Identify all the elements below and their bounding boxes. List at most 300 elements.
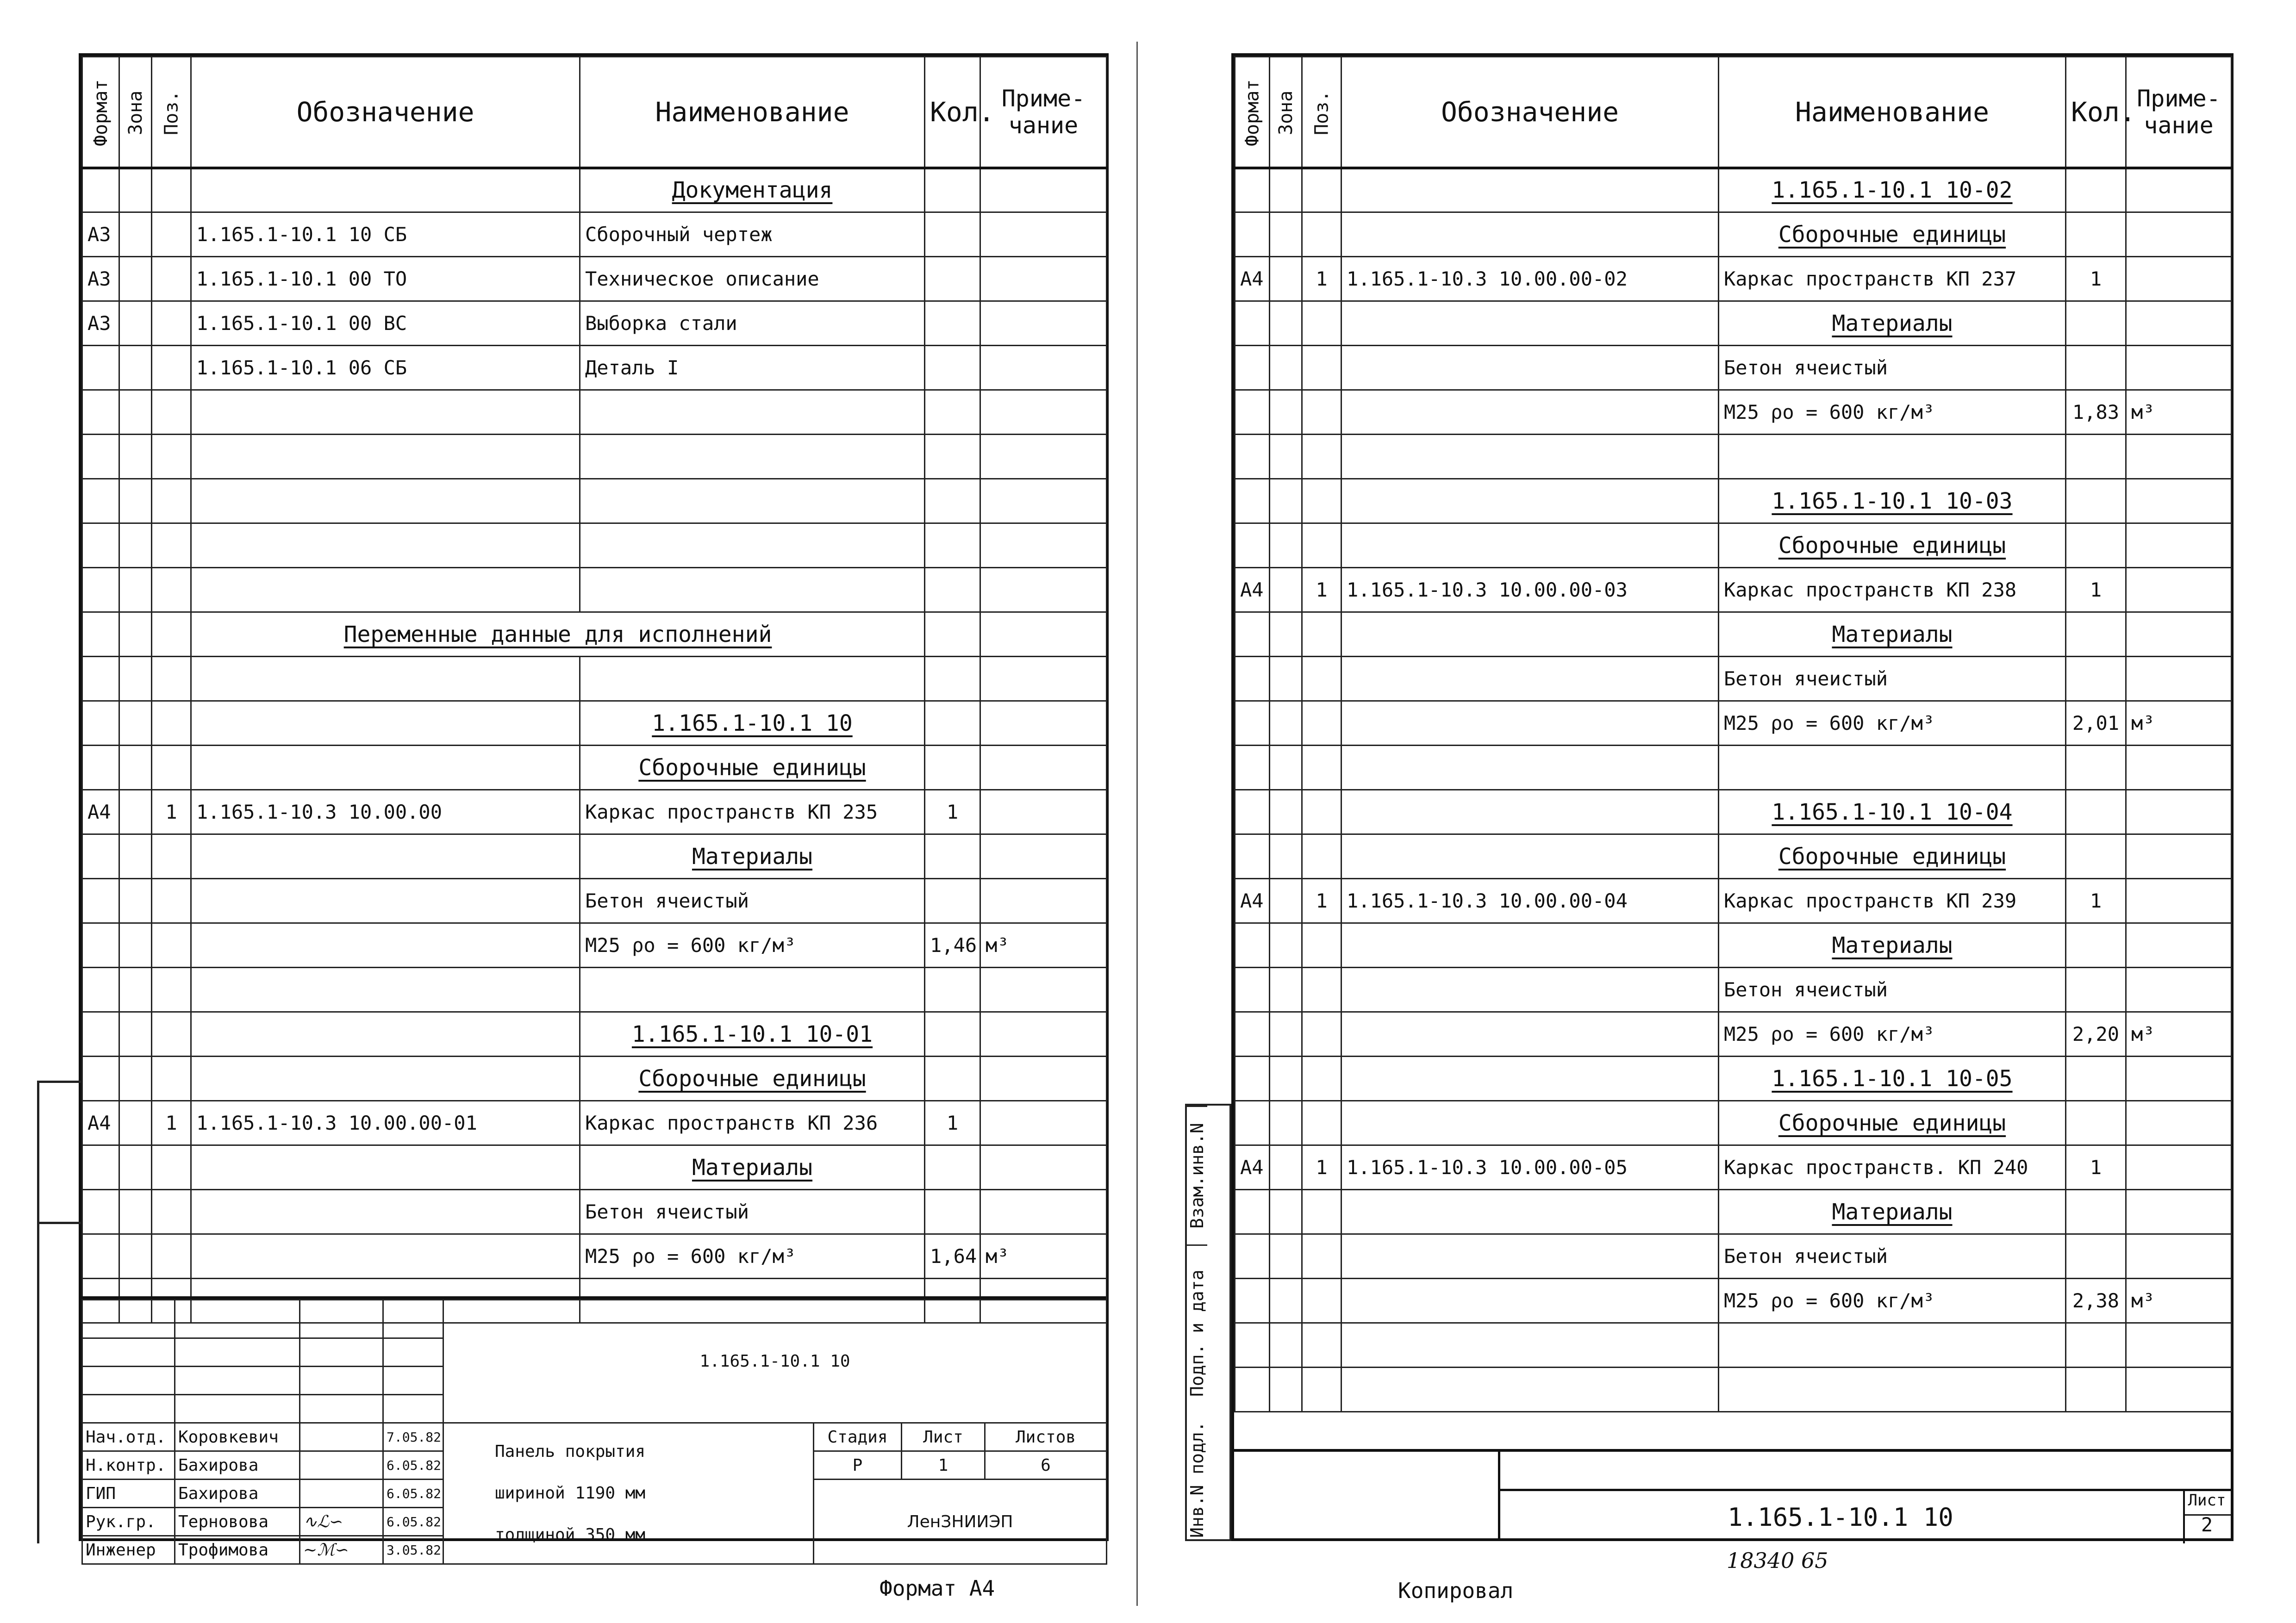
designation-cell bbox=[191, 523, 580, 568]
note-cell: м³ bbox=[2126, 1279, 2232, 1323]
section-heading: Сборочные единицы bbox=[1778, 843, 2006, 870]
name-cell bbox=[580, 435, 925, 479]
name-cell: Бетон ячеистый bbox=[1719, 968, 2066, 1012]
name-cell: М25 ρо = 600 кг/м³ bbox=[1719, 1012, 2066, 1057]
note-cell bbox=[2126, 1057, 2232, 1101]
qty-cell bbox=[2066, 790, 2126, 834]
zone-cell bbox=[1270, 879, 1302, 923]
note-cell bbox=[2126, 1323, 2232, 1368]
name-cell: Выборка стали bbox=[580, 301, 925, 346]
table-row bbox=[82, 1234, 1107, 1279]
table-row bbox=[1235, 1279, 2232, 1323]
pos-cell: 1 bbox=[1302, 568, 1341, 612]
signer-date: 6.05.82 bbox=[383, 1508, 443, 1536]
format-cell: А4 bbox=[82, 790, 119, 834]
signer-name: Коровкевич bbox=[175, 1423, 300, 1451]
note-cell bbox=[2126, 790, 2232, 834]
section-heading: 1.165.1-10.1 10-03 bbox=[1772, 488, 2013, 514]
zone-cell bbox=[119, 568, 152, 612]
qty-cell bbox=[2066, 923, 2126, 968]
table-row bbox=[82, 257, 1107, 301]
format-cell bbox=[1235, 301, 1270, 346]
table-row bbox=[1235, 1234, 2232, 1279]
name-cell: Каркас пространств КП 239 bbox=[1719, 879, 2066, 923]
name-cell bbox=[580, 1057, 925, 1101]
name-cell: Бетон ячеистый bbox=[1719, 1234, 2066, 1279]
pos-cell bbox=[1302, 212, 1341, 257]
pos-cell bbox=[152, 968, 191, 1012]
pos-cell bbox=[152, 257, 191, 301]
name-cell bbox=[1719, 212, 2066, 257]
signer-signature: ∼ℳ∽ bbox=[300, 1536, 383, 1564]
header-format: Формат bbox=[82, 57, 119, 168]
title-line-2: шириной 1190 мм bbox=[495, 1484, 646, 1503]
qty-cell bbox=[2066, 1368, 2126, 1412]
format-cell bbox=[1235, 1234, 1270, 1279]
table-row bbox=[1235, 746, 2232, 790]
note-cell bbox=[2126, 1234, 2232, 1279]
note-cell bbox=[980, 1101, 1107, 1145]
pos-cell bbox=[152, 834, 191, 879]
designation-cell bbox=[191, 435, 580, 479]
zone-cell bbox=[119, 346, 152, 390]
name-cell bbox=[1719, 1368, 2066, 1412]
note-cell bbox=[980, 834, 1107, 879]
qty-cell bbox=[2066, 746, 2126, 790]
note-cell bbox=[980, 1012, 1107, 1057]
name-cell: Бетон ячеистый bbox=[580, 879, 925, 923]
note-cell: м³ bbox=[980, 923, 1107, 968]
table-row bbox=[1235, 346, 2232, 390]
qty-cell bbox=[2066, 1057, 2126, 1101]
note-cell bbox=[980, 612, 1107, 657]
qty-cell: 1 bbox=[2066, 1145, 2126, 1190]
stamp-document-code: 1.165.1-10.1 10 bbox=[1728, 1503, 1953, 1532]
pos-cell bbox=[1302, 346, 1341, 390]
table-row bbox=[82, 612, 1107, 657]
table-row bbox=[1235, 1190, 2232, 1234]
qty-cell bbox=[2066, 212, 2126, 257]
designation-cell bbox=[191, 1190, 580, 1234]
section-heading: Материалы bbox=[1832, 932, 1953, 958]
qty-cell bbox=[925, 834, 980, 879]
qty-cell: 1 bbox=[925, 1101, 980, 1145]
qty-cell bbox=[925, 568, 980, 612]
pos-cell bbox=[1302, 1279, 1341, 1323]
name-cell: Каркас пространств КП 235 bbox=[580, 790, 925, 834]
zone-cell bbox=[119, 390, 152, 435]
qty-cell bbox=[925, 479, 980, 523]
header-qty: Кол. bbox=[2066, 57, 2126, 168]
format-cell bbox=[82, 1012, 119, 1057]
table-row bbox=[82, 1012, 1107, 1057]
designation-cell bbox=[1341, 612, 1719, 657]
qty-cell: 1 bbox=[925, 790, 980, 834]
table-row bbox=[1235, 1368, 2232, 1412]
name-cell: Сборочный чертеж bbox=[580, 212, 925, 257]
pos-cell bbox=[1302, 1101, 1341, 1145]
name-cell: М25 ρо = 600 кг/м³ bbox=[1719, 701, 2066, 746]
header-designation: Обозначение bbox=[1341, 57, 1719, 168]
pos-cell bbox=[1302, 1234, 1341, 1279]
format-cell bbox=[1235, 746, 1270, 790]
qty-cell bbox=[2066, 834, 2126, 879]
zone-cell bbox=[119, 1101, 152, 1145]
pos-cell bbox=[1302, 968, 1341, 1012]
qty-cell bbox=[925, 1145, 980, 1190]
binding-margin-left bbox=[37, 1081, 81, 1543]
table-row bbox=[1235, 479, 2232, 523]
pos-cell bbox=[152, 879, 191, 923]
signer-role: ГИП bbox=[82, 1480, 175, 1508]
designation-cell bbox=[1341, 746, 1719, 790]
pos-cell bbox=[152, 1145, 191, 1190]
designation-cell bbox=[1341, 1279, 1719, 1323]
title-line-1: Панель покрытия bbox=[495, 1442, 646, 1461]
note-cell bbox=[2126, 568, 2232, 612]
name-cell bbox=[580, 968, 925, 1012]
format-cell bbox=[82, 168, 119, 212]
table-row bbox=[82, 1057, 1107, 1101]
designation-cell bbox=[191, 568, 580, 612]
signer-date: 3.05.82 bbox=[383, 1536, 443, 1564]
name-cell bbox=[1719, 834, 2066, 879]
name-cell: М25 ρо = 600 кг/м³ bbox=[580, 923, 925, 968]
pos-cell bbox=[1302, 834, 1341, 879]
pos-cell bbox=[1302, 390, 1341, 435]
table-row bbox=[1235, 968, 2232, 1012]
zone-cell bbox=[1270, 212, 1302, 257]
designation-cell bbox=[1341, 1057, 1719, 1101]
designation-cell bbox=[1341, 1190, 1719, 1234]
designation-cell bbox=[191, 746, 580, 790]
name-cell: Каркас пространств КП 236 bbox=[580, 1101, 925, 1145]
designation-cell bbox=[1341, 1234, 1719, 1279]
name-cell bbox=[580, 834, 925, 879]
note-cell bbox=[980, 701, 1107, 746]
zone-cell bbox=[1270, 657, 1302, 701]
note-cell: м³ bbox=[2126, 1012, 2232, 1057]
format-cell bbox=[82, 346, 119, 390]
note-cell bbox=[2126, 212, 2232, 257]
table-row bbox=[82, 834, 1107, 879]
table-row bbox=[1235, 301, 2232, 346]
sheet-label: Лист bbox=[2188, 1491, 2226, 1510]
signer-signature bbox=[300, 1423, 383, 1451]
format-cell bbox=[1235, 435, 1270, 479]
pos-cell bbox=[152, 1057, 191, 1101]
signer-role: Инженер bbox=[82, 1536, 175, 1564]
qty-cell: 2,20 bbox=[2066, 1012, 2126, 1057]
table-row bbox=[1235, 612, 2232, 657]
qty-cell bbox=[925, 701, 980, 746]
format-cell: А4 bbox=[1235, 257, 1270, 301]
table-row bbox=[1235, 834, 2232, 879]
qty-cell bbox=[2066, 1323, 2126, 1368]
zone-cell bbox=[1270, 390, 1302, 435]
format-cell bbox=[82, 479, 119, 523]
stage-label: Стадия bbox=[814, 1423, 902, 1451]
pos-cell bbox=[1302, 1190, 1341, 1234]
note-cell bbox=[2126, 523, 2232, 568]
section-heading: Переменные данные для исполнений bbox=[343, 621, 772, 647]
name-cell bbox=[580, 1012, 925, 1057]
designation-cell bbox=[1341, 1012, 1719, 1057]
zone-cell bbox=[1270, 1145, 1302, 1190]
pos-cell: 1 bbox=[152, 1101, 191, 1145]
designation-cell: 1.165.1-10.1 06 СБ bbox=[191, 346, 580, 390]
designation-cell bbox=[191, 701, 580, 746]
note-cell bbox=[980, 168, 1107, 212]
table-row bbox=[1235, 1057, 2232, 1101]
qty-cell bbox=[925, 657, 980, 701]
qty-cell bbox=[925, 1012, 980, 1057]
document-title bbox=[443, 1423, 814, 1564]
name-cell bbox=[1719, 1190, 2066, 1234]
format-cell bbox=[82, 568, 119, 612]
designation-cell bbox=[1341, 1368, 1719, 1412]
designation-cell bbox=[191, 1012, 580, 1057]
qty-cell bbox=[925, 746, 980, 790]
designation-cell bbox=[1341, 435, 1719, 479]
signer-signature: ∿ℒ∽ bbox=[300, 1508, 383, 1536]
zone-cell bbox=[1270, 1012, 1302, 1057]
section-heading: 1.165.1-10.1 10-02 bbox=[1772, 177, 2013, 204]
name-cell: Каркас пространств. КП 240 bbox=[1719, 1145, 2066, 1190]
qty-cell bbox=[2066, 435, 2126, 479]
table-row bbox=[82, 746, 1107, 790]
table-row bbox=[1235, 435, 2232, 479]
zone-cell bbox=[1270, 790, 1302, 834]
name-cell bbox=[1719, 1057, 2066, 1101]
format-note: Формат А4 bbox=[880, 1576, 995, 1601]
header-note: Приме-чание bbox=[980, 57, 1107, 168]
zone-cell bbox=[119, 301, 152, 346]
designation-cell bbox=[191, 968, 580, 1012]
note-cell bbox=[980, 568, 1107, 612]
table-row bbox=[82, 879, 1107, 923]
zone-cell bbox=[1270, 612, 1302, 657]
note-cell bbox=[980, 435, 1107, 479]
note-cell bbox=[2126, 923, 2232, 968]
table-header-row bbox=[82, 57, 1107, 168]
designation-cell bbox=[1341, 968, 1719, 1012]
designation-cell bbox=[191, 1057, 580, 1101]
designation-cell: 1.165.1-10.1 00 ТО bbox=[191, 257, 580, 301]
header-pos: Поз. bbox=[152, 57, 191, 168]
pos-cell: 1 bbox=[1302, 257, 1341, 301]
header-zone: Зона bbox=[119, 57, 152, 168]
qty-cell: 1,46 bbox=[925, 923, 980, 968]
qty-cell bbox=[925, 612, 980, 657]
note-cell bbox=[2126, 1190, 2232, 1234]
strip-sign-date: Подп. и дата bbox=[1187, 1244, 1207, 1420]
pos-cell bbox=[152, 1012, 191, 1057]
table-row bbox=[1235, 568, 2232, 612]
pos-cell bbox=[152, 479, 191, 523]
format-cell: А3 bbox=[82, 257, 119, 301]
format-cell bbox=[82, 834, 119, 879]
name-cell bbox=[1719, 435, 2066, 479]
title-line-3: толщиной 350 мм bbox=[495, 1525, 646, 1544]
format-cell bbox=[1235, 701, 1270, 746]
zone-cell bbox=[1270, 257, 1302, 301]
format-cell bbox=[1235, 834, 1270, 879]
format-cell bbox=[1235, 1190, 1270, 1234]
name-cell bbox=[1719, 790, 2066, 834]
table-row bbox=[82, 523, 1107, 568]
sheet-value: 1 bbox=[902, 1451, 985, 1480]
table-row bbox=[1235, 923, 2232, 968]
designation-cell bbox=[1341, 834, 1719, 879]
specification-table-left bbox=[81, 56, 1107, 1324]
format-cell: А4 bbox=[1235, 1145, 1270, 1190]
format-cell bbox=[82, 523, 119, 568]
format-cell: А4 bbox=[82, 1101, 119, 1145]
format-cell bbox=[1235, 923, 1270, 968]
stage-value: Р bbox=[814, 1451, 902, 1480]
zone-cell bbox=[1270, 1323, 1302, 1368]
designation-cell bbox=[191, 479, 580, 523]
name-cell: Бетон ячеистый bbox=[1719, 657, 2066, 701]
note-cell bbox=[2126, 168, 2232, 212]
note-cell bbox=[2126, 479, 2232, 523]
table-row bbox=[82, 1145, 1107, 1190]
designation-cell bbox=[1341, 301, 1719, 346]
format-cell bbox=[1235, 657, 1270, 701]
designation-cell bbox=[191, 834, 580, 879]
table-row bbox=[1235, 790, 2232, 834]
stamp-sheet-label bbox=[2183, 1489, 2231, 1516]
qty-cell bbox=[925, 301, 980, 346]
designation-cell bbox=[191, 168, 580, 212]
pos-cell bbox=[1302, 479, 1341, 523]
sheets-label: Листов bbox=[985, 1423, 1107, 1451]
format-cell bbox=[1235, 1101, 1270, 1145]
section-heading: Материалы bbox=[692, 843, 813, 870]
format-cell bbox=[82, 657, 119, 701]
right-sheet bbox=[1231, 53, 2234, 1541]
qty-cell bbox=[2066, 968, 2126, 1012]
designation-cell bbox=[191, 1145, 580, 1190]
note-cell bbox=[980, 746, 1107, 790]
pos-cell bbox=[152, 390, 191, 435]
zone-cell bbox=[119, 1190, 152, 1234]
designation-cell: 1.165.1-10.1 00 ВС bbox=[191, 301, 580, 346]
section-heading: Документация bbox=[672, 177, 833, 204]
format-cell bbox=[1235, 168, 1270, 212]
section-heading: 1.165.1-10.1 10-04 bbox=[1772, 799, 2013, 825]
name-cell bbox=[580, 390, 925, 435]
note-cell bbox=[2126, 879, 2232, 923]
signer-role: Н.контр. bbox=[82, 1451, 175, 1480]
pos-cell bbox=[1302, 1057, 1341, 1101]
zone-cell bbox=[119, 212, 152, 257]
table-row bbox=[82, 568, 1107, 612]
stamp-left-blank bbox=[1234, 1452, 1500, 1541]
zone-cell bbox=[119, 879, 152, 923]
name-cell: Техническое описание bbox=[580, 257, 925, 301]
header-zone: Зона bbox=[1270, 57, 1302, 168]
designation-cell bbox=[1341, 701, 1719, 746]
note-cell bbox=[980, 968, 1107, 1012]
stamp-code-area bbox=[1498, 1489, 2185, 1543]
table-row bbox=[1235, 879, 2232, 923]
pos-cell bbox=[152, 523, 191, 568]
note-cell bbox=[980, 301, 1107, 346]
designation-cell bbox=[1341, 1323, 1719, 1368]
pos-cell bbox=[1302, 1368, 1341, 1412]
qty-cell bbox=[925, 523, 980, 568]
signer-name: Терновова bbox=[175, 1508, 300, 1536]
format-cell bbox=[82, 612, 119, 657]
left-sheet bbox=[79, 53, 1109, 1560]
zone-cell bbox=[119, 968, 152, 1012]
zone-cell bbox=[119, 479, 152, 523]
note-cell bbox=[980, 790, 1107, 834]
section-heading: Сборочные единицы bbox=[1778, 1110, 2006, 1136]
name-cell bbox=[1719, 612, 2066, 657]
format-cell: А4 bbox=[1235, 568, 1270, 612]
zone-cell bbox=[1270, 701, 1302, 746]
format-cell bbox=[82, 879, 119, 923]
section-heading: Материалы bbox=[1832, 1199, 1953, 1225]
qty-cell bbox=[2066, 1190, 2126, 1234]
strip-replace-inv: Взам.инв.N bbox=[1187, 1106, 1207, 1244]
zone-cell bbox=[1270, 968, 1302, 1012]
zone-cell bbox=[1270, 1190, 1302, 1234]
note-cell bbox=[980, 523, 1107, 568]
signer-role: Нач.отд. bbox=[82, 1423, 175, 1451]
designation-cell bbox=[1341, 168, 1719, 212]
qty-cell bbox=[925, 968, 980, 1012]
pos-cell: 1 bbox=[152, 790, 191, 834]
left-table-body bbox=[82, 57, 1107, 1323]
designation-cell bbox=[191, 923, 580, 968]
name-cell: Каркас пространств КП 237 bbox=[1719, 257, 2066, 301]
qty-cell bbox=[2066, 657, 2126, 701]
section-heading: Сборочные единицы bbox=[1778, 221, 2006, 248]
zone-cell bbox=[1270, 435, 1302, 479]
zone-cell bbox=[1270, 746, 1302, 790]
designation-cell: 1.165.1-10.3 10.00.00-03 bbox=[1341, 568, 1719, 612]
table-row bbox=[1235, 168, 2232, 212]
name-cell bbox=[580, 657, 925, 701]
zone-cell bbox=[119, 257, 152, 301]
note-cell bbox=[2126, 1368, 2232, 1412]
strip-inv-orig: Инв.N подл. bbox=[1187, 1421, 1207, 1538]
table-row bbox=[82, 1101, 1107, 1145]
format-cell bbox=[1235, 479, 1270, 523]
format-cell bbox=[82, 923, 119, 968]
table-row bbox=[1235, 257, 2232, 301]
name-cell bbox=[191, 612, 925, 657]
section-heading: Сборочные единицы bbox=[638, 1065, 866, 1092]
format-cell bbox=[82, 1057, 119, 1101]
format-cell bbox=[1235, 1323, 1270, 1368]
table-header-row bbox=[1235, 57, 2232, 168]
name-cell bbox=[580, 1145, 925, 1190]
section-heading: 1.165.1-10.1 10-05 bbox=[1772, 1065, 2013, 1092]
pos-cell bbox=[1302, 168, 1341, 212]
zone-cell bbox=[119, 523, 152, 568]
zone-cell bbox=[1270, 1279, 1302, 1323]
pos-cell bbox=[152, 923, 191, 968]
sheet-label: Лист bbox=[902, 1423, 985, 1451]
qty-cell bbox=[2066, 301, 2126, 346]
name-cell bbox=[1719, 923, 2066, 968]
format-cell bbox=[82, 968, 119, 1012]
